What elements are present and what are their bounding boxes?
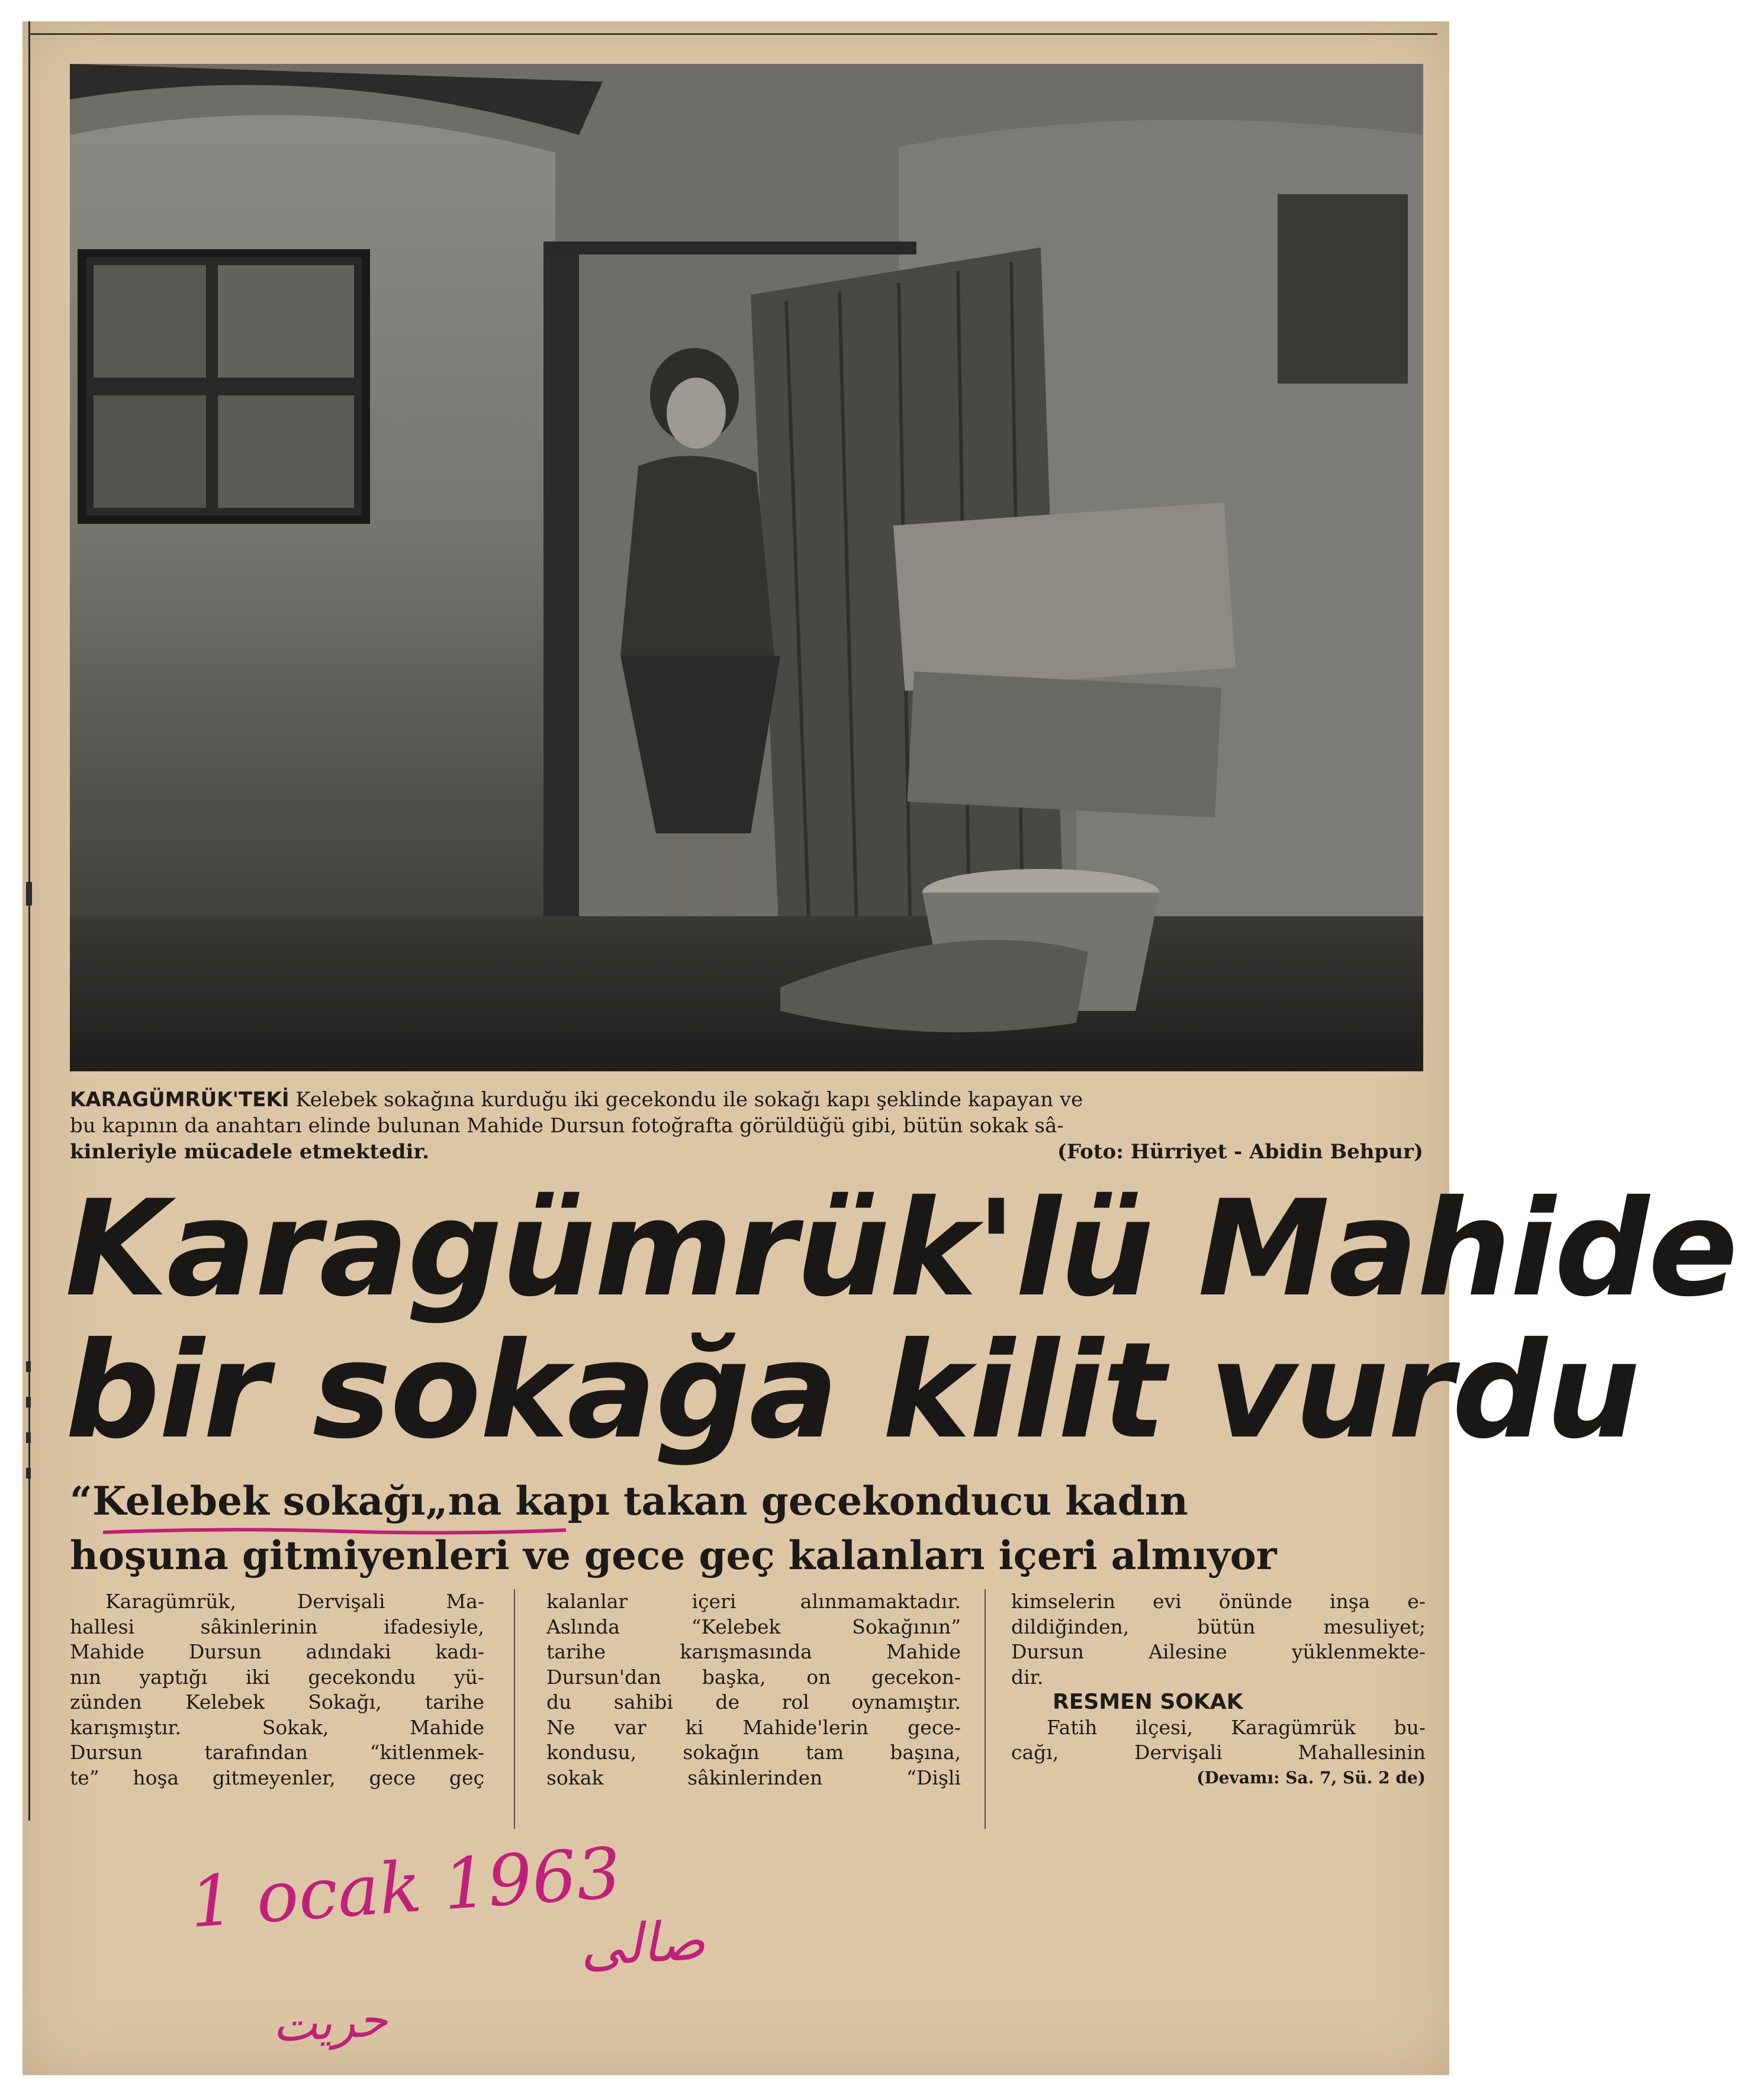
article-column-1 (70, 1589, 484, 1790)
column-line: dildiğinden, bütün mesuliyet; (1011, 1615, 1426, 1638)
column-line: hallesi sâkinlerinin ifadesiyle, (70, 1615, 484, 1638)
column-line: sokak sâkinlerinden “Dişli (546, 1766, 961, 1789)
caption-line-1: KARAGÜMRÜK'TEKİ Kelebek sokağına kurduğu iki gecekondu ile sokağı kapı şeklinde kapayan ve (70, 1088, 1083, 1112)
top-rule (28, 33, 1437, 35)
column-line: Dursun tarafından “kitlenmek- (70, 1741, 484, 1764)
column-rule (514, 1589, 515, 1829)
subheadline-line-2: hoşuna gitmiyenleri ve gece geç kalanları içeri almıyor (70, 1532, 1277, 1579)
continued-note: (Devamı: Sa. 7, Sü. 2 de) (1196, 1767, 1426, 1787)
photo-illustration (70, 64, 1423, 1071)
caption-line-2: bu kapının da anahtarı elinde bulunan Mahide Dursun fotoğrafta görüldüğü gibi, bütün sokak sâ- (70, 1114, 1064, 1138)
column-line: du sahibi de rol oynamıştır. (546, 1690, 961, 1714)
headline-line-2: bir sokağa kilit vurdu (65, 1313, 1639, 1468)
handwritten-note-2: حريت (271, 1991, 389, 2053)
headline (65, 1171, 1737, 1468)
column-line: Karagümrük, Dervişali Ma- (105, 1590, 484, 1613)
column-line: kimselerin evi önünde inşa e- (1011, 1590, 1426, 1613)
column-line: Dursun Ailesine yüklenmekte- (1011, 1640, 1426, 1663)
photo-credit: (Foto: Hürriyet - Abidin Behpur) (1057, 1140, 1423, 1164)
column-line: te” hoşa gitmeyenler, gece geç (70, 1766, 484, 1789)
photo-caption (70, 1087, 1423, 1165)
article-column-3 (1011, 1589, 1426, 1790)
column-line: Mahide Dursun adındaki kadı- (70, 1640, 484, 1663)
column-line: Aslında “Kelebek Sokağının” (546, 1615, 961, 1638)
edge-marks (0, 0, 36, 2100)
pen-underline-mark (101, 1524, 568, 1539)
article-body (70, 1589, 1426, 1838)
column-line: Ne var ki Mahide'lerin gece- (546, 1715, 961, 1739)
handwritten-note: صالی (578, 1908, 707, 1979)
column-line: dir. (1011, 1665, 1044, 1689)
subheadline-line-1: “Kelebek sokağı„na kapı takan gecekonducu kadın (70, 1478, 1188, 1524)
article-column-2 (546, 1589, 961, 1790)
news-photo (70, 64, 1423, 1071)
column-line: Fatih ilçesi, Karagümrük bu- (1047, 1715, 1426, 1739)
column-line: zünden Kelebek Sokağı, tarihe (70, 1690, 484, 1714)
headline-line-1: Karagümrük'lü Mahide (65, 1171, 1737, 1326)
caption-line-3: kinleriyle mücadele etmektedir. (Foto: Hürriyet - Abidin Behpur) (70, 1140, 1423, 1164)
handwritten-date: 1 ocak 1963 (187, 1831, 624, 1944)
column-line: Dursun'dan başka, on gecekon- (546, 1665, 961, 1689)
column-line: kalanlar içeri alınmamaktadır. (546, 1590, 961, 1613)
column-line: karışmıştır. Sokak, Mahide (70, 1715, 484, 1739)
column-line: kondusu, sokağın tam başına, (546, 1741, 961, 1764)
caption-lead: KARAGÜMRÜK'TEKİ (70, 1088, 290, 1112)
column-line: nın yaptığı iki gecekondu yü- (70, 1665, 484, 1689)
section-subheading: RESMEN SOKAK (1053, 1690, 1243, 1714)
column-line: tarihe karışmasında Mahide (546, 1640, 961, 1663)
column-line: cağı, Dervişali Mahallesinin (1011, 1741, 1426, 1764)
column-rule (985, 1589, 986, 1829)
